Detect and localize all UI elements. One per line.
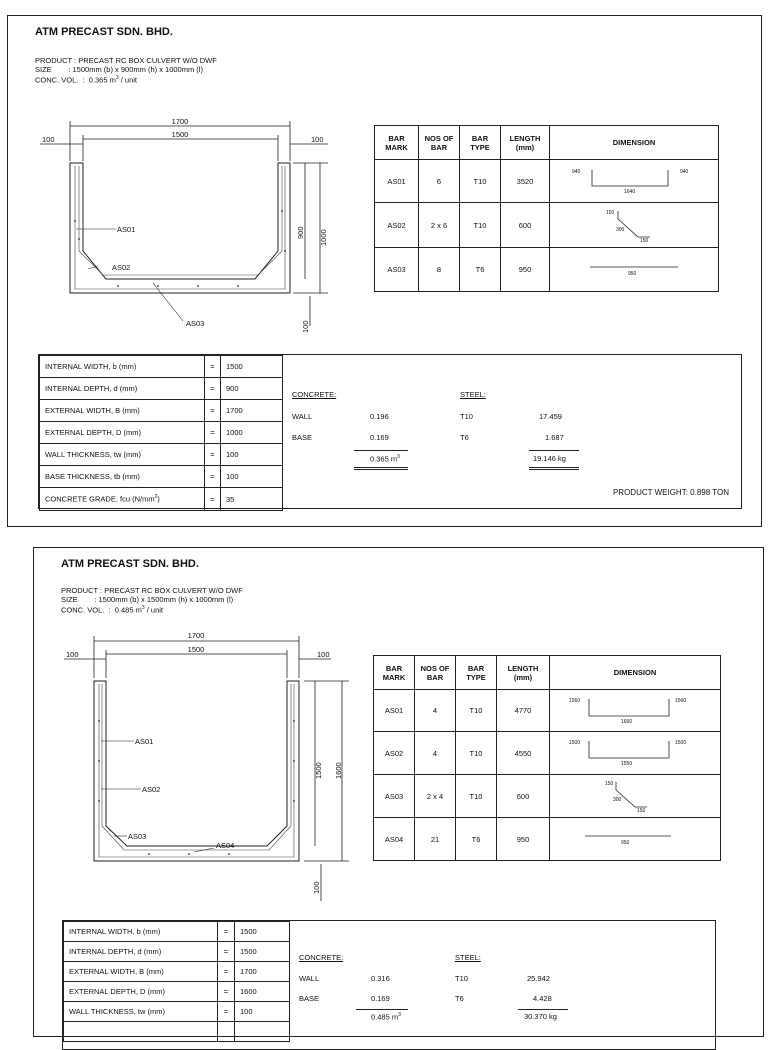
table-row: AS01 4 T10 4770 1560 1650 1560 <box>374 690 721 732</box>
properties-table <box>63 921 290 1042</box>
drawing-sheet-1 <box>7 15 762 527</box>
label-as01: AS01 <box>135 737 154 746</box>
header-bar-type: BAR TYPE <box>456 656 497 690</box>
svg-text:1560: 1560 <box>569 698 581 704</box>
table-row: AS02 2 x 6 T10 600 150 300 150 <box>375 203 719 248</box>
steel-t6-value: 4.428 <box>533 994 552 1003</box>
svg-text:1560: 1560 <box>675 698 687 704</box>
bar-schedule-table <box>374 125 719 292</box>
concrete-heading: CONCRETE: <box>299 953 344 962</box>
table-row: AS03 8 T6 950 950 <box>375 248 719 292</box>
culvert-section-drawing <box>59 626 369 911</box>
bar-shape-bent <box>550 203 719 248</box>
svg-text:150: 150 <box>637 808 646 814</box>
svg-text:1500: 1500 <box>675 740 687 746</box>
label-as03: AS03 <box>128 832 147 841</box>
company-name: ATM PRECAST SDN. BHD. <box>35 26 173 38</box>
table-row: CONCRETE GRADE, fcu $(N/mm^2)$ = 35 <box>40 488 283 511</box>
product-weight: PRODUCT WEIGHT: 0.898 TON <box>612 488 729 497</box>
steel-heading: STEEL: <box>460 390 486 399</box>
bar-shape-straight <box>550 248 719 292</box>
svg-text:1650: 1650 <box>621 719 633 725</box>
svg-text:150: 150 <box>605 781 614 787</box>
dim-internal-height: 1500 <box>314 762 323 779</box>
properties-table <box>39 355 283 511</box>
table-row: AS02 4 T10 4550 1500 1550 1500 <box>374 732 721 775</box>
culvert-section-drawing <box>28 111 348 333</box>
header-dimension: DIMENSION <box>550 126 719 160</box>
label-as01: AS01 <box>117 225 136 234</box>
company-name: ATM PRECAST SDN. BHD. <box>61 558 199 570</box>
product-line: PRODUCT : PRECAST RC BOX CULVERT W/O DWF <box>61 586 243 595</box>
header-length: LENGTH (mm) <box>497 656 550 690</box>
concrete-wall-value: 0.316 <box>371 974 390 983</box>
concrete-heading: CONCRETE: <box>292 390 337 399</box>
svg-text:940: 940 <box>572 169 581 175</box>
header-dimension: DIMENSION <box>550 656 721 690</box>
bar-shape-u <box>550 160 719 203</box>
table-row <box>64 1022 290 1042</box>
svg-text:950: 950 <box>628 270 637 277</box>
steel-total: 19.146 kg <box>533 454 566 463</box>
size-line: SIZE : 1500mm (b) x 1500mm (h) x 1000mm (l) <box>61 595 234 604</box>
product-line: PRODUCT : PRECAST RC BOX CULVERT W/O DWF <box>35 56 217 65</box>
table-row: AS03 2 x 4 T10 600 150 300 150 <box>374 775 721 818</box>
concrete-base-value: 0.169 <box>371 994 390 1003</box>
conc-vol-line: CONC. VOL. : 0.365 $m^3$ / unit <box>35 75 137 85</box>
dim-overall-width: 1700 <box>171 117 189 126</box>
table-row: EXTERNAL WIDTH, B (mm) = 1700 <box>64 962 290 982</box>
header-length: LENGTH (mm) <box>501 126 550 160</box>
header-nos-of-bar: NOS OF BAR <box>415 656 456 690</box>
dim-internal-width: 1500 <box>171 130 189 139</box>
header-bar-mark: BAR MARK <box>374 656 415 690</box>
dim-wall-left: 100 <box>66 650 79 659</box>
steel-t10-value: 17.459 <box>539 412 562 421</box>
properties-panel: INTERNAL WIDTH, b (mm) = 1500 INTERNAL DEPTH, d (mm) = 900 EXTERNAL WIDTH, B (mm) = 1700 EXTERNAL DEPTH, D (mm) = 1000 WALL THICKNESS, tw (mm) = 100 BASE THICKNESS, tb (mm) = 100 CONCRETE GRADE, fcu $(N/mm^2)$ = 35 CONCRETE: WALL 0.196 BASE 0.169 0.365 $m^3$ STEEL: T10 17.459 T6 1.687 19.146 kg PRODUCT WEIGHT: 0.898 TON <box>38 354 742 509</box>
concrete-wall-value: 0.196 <box>370 412 389 421</box>
table-row: INTERNAL WIDTH, b (mm) = 1500 <box>40 356 283 378</box>
bar-shape-u <box>550 690 721 732</box>
table-row: EXTERNAL WIDTH, B (mm) = 1700 <box>40 400 283 422</box>
size-line: SIZE : 1500mm (b) x 900mm (h) x 1000mm (l) <box>35 65 203 74</box>
drawing-sheet-2 <box>33 547 764 1037</box>
concrete-total: 0.365 $m^3$ <box>370 454 400 464</box>
dim-base: 100 <box>301 320 310 333</box>
concrete-base-value: 0.169 <box>370 433 389 442</box>
dim-wall-right: 100 <box>317 650 330 659</box>
table-row: AS01 6 T10 3520 940 1640 940 <box>375 160 719 203</box>
label-as02: AS02 <box>142 785 161 794</box>
svg-text:150: 150 <box>640 238 649 244</box>
bar-shape-straight <box>550 818 721 861</box>
svg-text:940: 940 <box>680 169 689 175</box>
dim-external-height: 1600 <box>334 762 343 779</box>
dim-external-height: 1000 <box>319 229 328 246</box>
svg-text:150: 150 <box>606 210 615 216</box>
table-row: INTERNAL WIDTH, b (mm) = 1500 <box>64 922 290 942</box>
svg-text:1500: 1500 <box>569 740 581 746</box>
table-row: EXTERNAL DEPTH, D (mm) = 1600 <box>64 982 290 1002</box>
dim-wall-left: 100 <box>42 135 55 144</box>
dim-wall-right: 100 <box>311 135 324 144</box>
dim-base: 100 <box>312 881 321 894</box>
svg-text:950: 950 <box>621 840 630 846</box>
table-row: INTERNAL DEPTH, d (mm) = 1500 <box>64 942 290 962</box>
steel-t6-value: 1.687 <box>545 433 564 442</box>
concrete-total: 0.485 $m^3$ <box>371 1012 401 1022</box>
header-bar-type: BAR TYPE <box>460 126 501 160</box>
dim-overall-width: 1700 <box>187 631 205 640</box>
svg-text:1550: 1550 <box>621 761 633 767</box>
steel-t10-value: 25.942 <box>527 974 550 983</box>
table-row: BASE THICKNESS, tb (mm) = 100 <box>40 466 283 488</box>
properties-panel: INTERNAL WIDTH, b (mm) = 1500 INTERNAL DEPTH, d (mm) = 1500 EXTERNAL WIDTH, B (mm) = 1700 EXTERNAL DEPTH, D (mm) = 1600 WALL THICKNESS, tw (mm) = 100 CONCRETE: WALL 0.316 BASE 0.169 0.485 $m^3$ STEEL: T10 25.942 T6 4.428 30.370 kg <box>62 920 716 1050</box>
bar-shape-u <box>550 732 721 775</box>
svg-text:300: 300 <box>616 227 625 233</box>
label-as03: AS03 <box>186 319 205 328</box>
steel-total: 30.370 kg <box>524 1012 557 1021</box>
steel-heading: STEEL: <box>455 953 481 962</box>
conc-vol-line: CONC. VOL. : 0.485 $m^3$ / unit <box>61 605 163 615</box>
header-bar-mark: BAR MARK <box>375 126 419 160</box>
dim-internal-width: 1500 <box>187 645 205 654</box>
label-as02: AS02 <box>112 263 131 272</box>
header-nos-of-bar: NOS OF BAR <box>419 126 460 160</box>
label-as04: AS04 <box>216 841 235 850</box>
bar-shape-bent <box>550 775 721 818</box>
svg-text:1640: 1640 <box>624 189 636 195</box>
dim-internal-height: 900 <box>296 226 305 239</box>
table-row: WALL THICKNESS, tw (mm) = 100 <box>40 444 283 466</box>
svg-text:300: 300 <box>613 797 622 803</box>
table-row: WALL THICKNESS, tw (mm) = 100 <box>64 1002 290 1022</box>
table-row: INTERNAL DEPTH, d (mm) = 900 <box>40 378 283 400</box>
table-row: AS04 21 T6 950 950 <box>374 818 721 861</box>
table-row: EXTERNAL DEPTH, D (mm) = 1000 <box>40 422 283 444</box>
bar-schedule-table <box>373 655 721 861</box>
